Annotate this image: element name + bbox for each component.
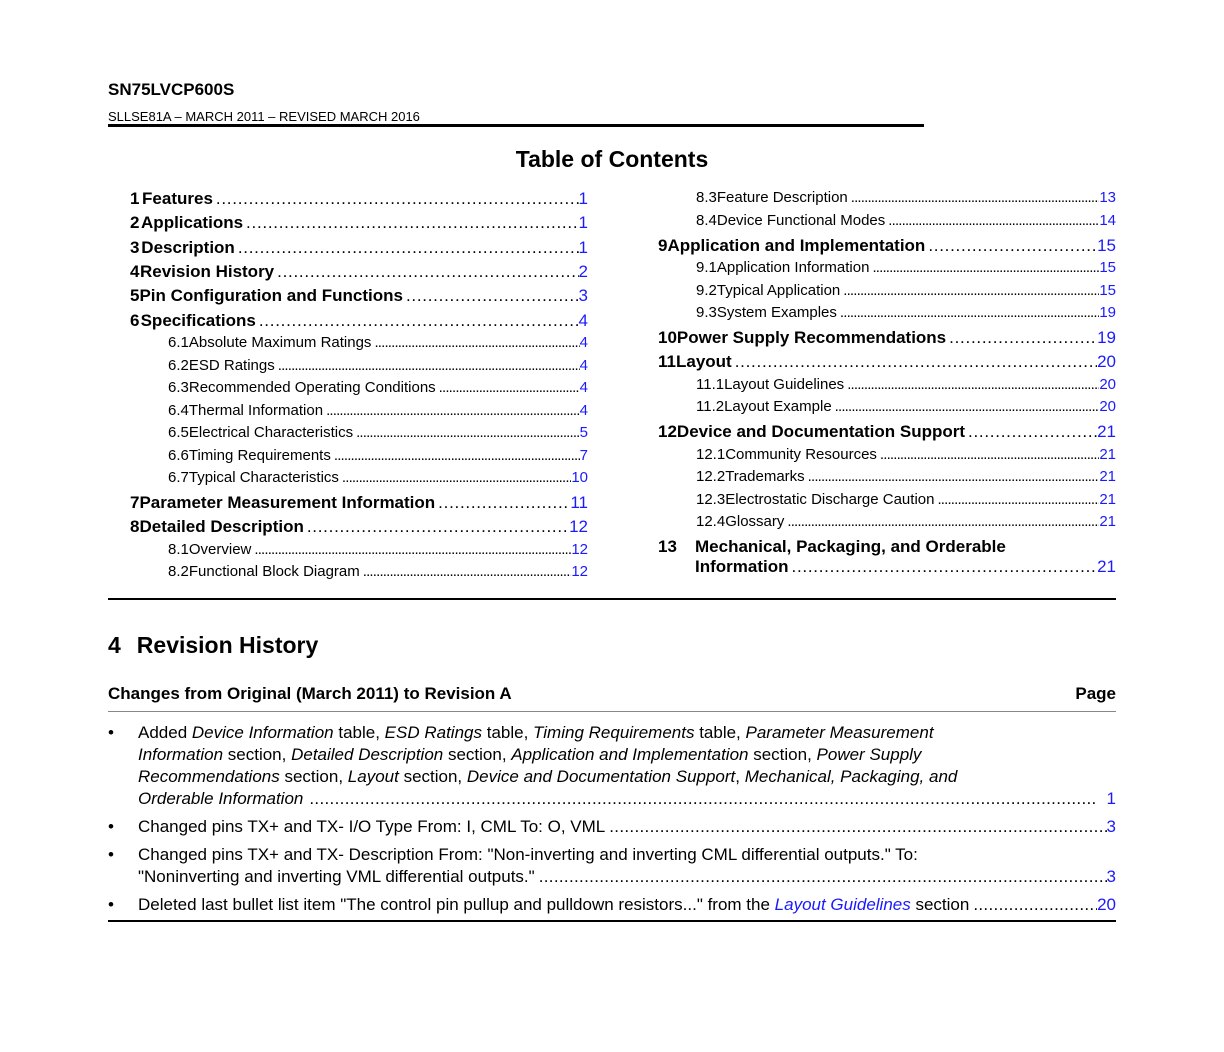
toc-entry-label: Timing Requirements xyxy=(188,446,331,464)
toc-entry-page[interactable]: 12 xyxy=(571,540,588,558)
toc-entry-number: 9.2 xyxy=(696,281,717,299)
toc-entry-label: Device and Documentation Support xyxy=(676,422,966,442)
dot-leader xyxy=(251,541,571,558)
dot-leader xyxy=(304,517,569,537)
dot-leader xyxy=(789,557,1098,577)
toc-entry-label: Description xyxy=(141,237,235,257)
toc-entry-label: Typical Characteristics xyxy=(188,469,339,486)
toc-entry[interactable] xyxy=(130,262,588,284)
toc-entry-number: 12 xyxy=(658,422,677,442)
toc-entry-number: 12.3 xyxy=(696,490,726,508)
toc-entry[interactable] xyxy=(658,236,1116,258)
toc-entry[interactable] xyxy=(130,517,588,539)
dot-leader xyxy=(946,328,1097,348)
toc-entry-page[interactable]: 11 xyxy=(570,493,588,512)
toc-entry[interactable] xyxy=(658,328,1116,350)
toc-entry-number: 8.1 xyxy=(168,540,189,558)
change-item xyxy=(108,816,1116,838)
toc-entry-label: Specifications xyxy=(140,310,256,330)
toc-entry[interactable] xyxy=(696,376,1116,396)
toc-entry-number: 5 xyxy=(130,286,140,306)
bullet-marker: • xyxy=(108,723,114,742)
toc-entry[interactable] xyxy=(130,311,588,333)
toc-entry-page[interactable]: 15 xyxy=(1097,235,1116,255)
toc-entry-number: 10 xyxy=(658,328,677,347)
toc-entry-number: 8.3 xyxy=(696,189,717,206)
toc-entry-number: 6.5 xyxy=(168,424,189,441)
toc-entry[interactable] xyxy=(695,557,1116,579)
toc-entry[interactable] xyxy=(696,446,1116,466)
toc-entry-number: 13 xyxy=(658,537,677,557)
toc-entry-label: Functional Block Diagram xyxy=(188,563,360,581)
toc-entry-page[interactable]: 21 xyxy=(1097,422,1116,442)
toc-entry-page[interactable]: 19 xyxy=(1097,328,1116,347)
toc-entry[interactable] xyxy=(168,334,588,354)
toc-entry-number: 6.2 xyxy=(168,356,189,374)
toc-entry-page[interactable]: 13 xyxy=(1099,189,1116,206)
dot-leader xyxy=(885,212,1099,229)
toc-entry-page[interactable]: 20 xyxy=(1099,398,1116,416)
toc-entry-label: Electrical Characteristics xyxy=(188,424,354,441)
toc-entry-page[interactable]: 15 xyxy=(1099,259,1116,276)
change-text-line-2: "Noninverting and inverting VML differential outputs." xyxy=(138,867,535,886)
dot-leader xyxy=(965,422,1097,442)
dot-leader xyxy=(435,493,570,513)
dot-leader xyxy=(784,513,1099,530)
toc-entry[interactable] xyxy=(168,541,588,561)
dot-leader xyxy=(275,357,580,374)
change-text: Changed pins TX+ and TX- I/O Type From: I, CML To: O, VML xyxy=(138,817,606,836)
toc-entry-page[interactable]: 14 xyxy=(1099,211,1116,229)
bottom-divider xyxy=(108,920,1116,922)
toc-entry-label: Overview xyxy=(188,540,252,558)
change-page-link[interactable]: 20 xyxy=(1097,895,1116,914)
change-page-link[interactable]: 1 xyxy=(1106,789,1116,808)
toc-entry[interactable] xyxy=(658,537,1006,559)
toc-entry-number: 2 xyxy=(130,213,140,233)
toc-entry-page[interactable]: 1 xyxy=(578,237,588,257)
toc-entry[interactable] xyxy=(168,447,588,467)
toc-entry-label: Typical Application xyxy=(716,281,841,299)
toc-entry[interactable] xyxy=(130,493,588,515)
changes-divider xyxy=(108,711,1116,712)
bullet-marker: • xyxy=(108,817,114,836)
toc-entry-page[interactable]: 21 xyxy=(1099,490,1116,508)
dot-leader xyxy=(877,446,1099,463)
toc-entry-number: 6.3 xyxy=(168,379,189,396)
toc-entry-page[interactable]: 19 xyxy=(1099,304,1116,321)
toc-entry-label: Applications xyxy=(141,213,244,233)
toc-title: Table of Contents xyxy=(515,146,709,172)
toc-entry[interactable] xyxy=(696,282,1116,302)
toc-entry[interactable] xyxy=(130,238,588,260)
toc-entry[interactable] xyxy=(696,398,1116,418)
toc-entry-label: Layout xyxy=(675,352,732,372)
toc-entry-label: Revision History xyxy=(139,261,275,281)
toc-entry-page[interactable]: 20 xyxy=(1097,352,1116,372)
toc-entry[interactable] xyxy=(168,563,588,583)
toc-entry-page[interactable]: 21 xyxy=(1099,468,1116,486)
change-text: Added Device Information table, ESD Ratings table, Timing Requirements table, Parameter Measurement Information section, Detailed Description section, Application and Implementation section, Power Supply Recommendations section, Layout section, Device and Documentation Support, Mechanical, Packaging, and Orderable Information xyxy=(138,723,958,808)
toc-entry-number: 6.4 xyxy=(168,401,189,419)
toc-entry-label: Trademarks xyxy=(725,468,805,486)
toc-entry-number: 11.1 xyxy=(696,375,725,393)
dot-leader xyxy=(969,894,1097,916)
toc-entry-number: 9.1 xyxy=(696,259,717,276)
toc-entry-number: 8.2 xyxy=(168,563,189,581)
toc-entry-label: Pin Configuration and Functions xyxy=(139,286,403,306)
toc-entry[interactable] xyxy=(658,352,1116,374)
toc-entry-label: Feature Description xyxy=(716,189,848,206)
toc-entry-label: Layout Example xyxy=(724,398,832,416)
toc-entry-number: 11.2 xyxy=(696,398,725,416)
header-divider xyxy=(108,124,924,127)
dot-leader xyxy=(934,491,1099,508)
toc-entry[interactable] xyxy=(696,259,1116,279)
toc-entry-number: 6.1 xyxy=(168,334,189,351)
dot-leader xyxy=(403,286,579,306)
dot-leader xyxy=(371,334,579,351)
toc-entry-number: 11 xyxy=(658,352,676,372)
toc-entry-label: Community Resources xyxy=(725,445,877,463)
toc-entry-label: Power Supply Recommendations xyxy=(676,328,947,347)
toc-entry[interactable] xyxy=(168,357,588,377)
toc-entry-page[interactable]: 12 xyxy=(569,517,588,537)
dot-leader xyxy=(360,563,572,580)
toc-entry[interactable] xyxy=(696,513,1116,533)
toc-entry-page[interactable]: 4 xyxy=(578,310,588,330)
toc-entry-page[interactable]: 7 xyxy=(579,446,588,464)
document-number-line: SLLSE81A – MARCH 2011 – REVISED MARCH 2016 xyxy=(108,109,420,124)
toc-entry-page[interactable]: 1 xyxy=(578,189,588,208)
toc-entry-number: 9.3 xyxy=(696,304,717,321)
toc-entry[interactable] xyxy=(696,304,1116,324)
change-item xyxy=(108,894,1116,916)
toc-entry-label: System Examples xyxy=(716,304,837,321)
toc-entry-label: Detailed Description xyxy=(139,517,304,537)
change-text-line-1: Changed pins TX+ and TX- Description From: "Non-inverting and inverting CML differential outputs." To: xyxy=(138,845,918,864)
toc-entry-page[interactable]: 15 xyxy=(1099,281,1116,299)
changes-heading: Changes from Original (March 2011) to Revision A xyxy=(108,684,512,703)
change-page-link[interactable]: 3 xyxy=(1106,867,1116,886)
toc-entry-page[interactable]: 2 xyxy=(578,261,588,281)
toc-entry-number: 8 xyxy=(130,517,140,537)
toc-divider xyxy=(108,598,1116,600)
toc-entry-label: Mechanical, Packaging, and Orderable xyxy=(695,537,1006,557)
toc-entry-page[interactable]: 5 xyxy=(579,424,588,441)
dot-leader xyxy=(305,788,1102,810)
toc-entry[interactable] xyxy=(130,189,588,211)
dot-leader xyxy=(436,379,580,396)
changes-header xyxy=(108,684,1116,704)
toc-entry-number: 6.7 xyxy=(168,469,189,486)
section-title: Revision History xyxy=(136,632,319,658)
toc-entry[interactable] xyxy=(696,212,1116,232)
dot-leader xyxy=(848,189,1100,206)
section-heading-revision-history xyxy=(108,632,318,659)
toc-entry[interactable] xyxy=(696,468,1116,488)
toc-entry-label: Parameter Measurement Information xyxy=(139,493,436,512)
toc-entry-number: 12.4 xyxy=(696,513,726,531)
change-text: Deleted last bullet list item "The control pin pullup and pulldown resistors..." from the Layout Guidelines section xyxy=(138,895,970,914)
toc-entry-page[interactable]: 12 xyxy=(571,563,588,581)
dot-leader xyxy=(331,447,580,464)
toc-entry-page[interactable]: 21 xyxy=(1099,445,1116,463)
toc-entry-page[interactable]: 10 xyxy=(571,469,588,486)
toc-entry-label: Absolute Maximum Ratings xyxy=(188,334,372,351)
toc-entry-label: Device Functional Modes xyxy=(716,211,886,229)
toc-entry-page[interactable]: 21 xyxy=(1097,557,1116,577)
toc-entry-page[interactable]: 21 xyxy=(1099,513,1116,531)
dot-leader xyxy=(869,259,1099,276)
toc-entry-page[interactable]: 20 xyxy=(1099,375,1116,393)
toc-entry-page[interactable]: 4 xyxy=(579,379,588,396)
toc-entry-number: 7 xyxy=(130,493,140,512)
change-item xyxy=(108,844,1116,888)
toc-entry-number: 8.4 xyxy=(696,211,717,229)
toc-entry-number: 3 xyxy=(130,237,140,257)
toc-entry-label-continued: Information xyxy=(695,557,789,577)
toc-entry-label: ESD Ratings xyxy=(188,356,275,374)
dot-leader xyxy=(837,304,1099,321)
toc-entry-number: 6 xyxy=(130,310,140,330)
toc-entry-number: 12.1 xyxy=(696,445,726,463)
dot-leader xyxy=(353,424,580,441)
change-item xyxy=(108,722,1116,810)
dot-leader xyxy=(535,866,1107,888)
page-column-heading: Page xyxy=(1075,684,1116,703)
dot-leader xyxy=(840,282,1099,299)
dot-leader xyxy=(274,262,578,282)
toc-entry-label: Application and Implementation xyxy=(667,235,926,255)
section-number: 4 xyxy=(108,632,121,658)
dot-leader xyxy=(844,376,1099,393)
toc-entry-label: Electrostatic Discharge Caution xyxy=(725,490,935,508)
dot-leader xyxy=(256,311,579,331)
layout-guidelines-link[interactable]: Layout Guidelines xyxy=(774,895,911,914)
toc-entry-label: Features xyxy=(142,189,213,208)
toc-entry-number: 4 xyxy=(130,261,140,281)
toc-entry[interactable] xyxy=(658,422,1116,444)
toc-entry-label: Thermal Information xyxy=(188,401,324,419)
toc-entry[interactable] xyxy=(696,189,1116,209)
dot-leader xyxy=(243,213,578,233)
toc-entry-label: Recommended Operating Conditions xyxy=(188,379,436,396)
toc-entry-label: Application Information xyxy=(716,259,870,276)
dot-leader xyxy=(832,398,1100,415)
toc-entry[interactable] xyxy=(168,402,588,422)
toc-entry[interactable] xyxy=(130,213,588,235)
dot-leader xyxy=(213,189,579,209)
dot-leader xyxy=(323,402,580,419)
toc-entry-page[interactable]: 4 xyxy=(579,356,588,374)
toc-entry-page[interactable]: 4 xyxy=(579,334,588,351)
toc-entry[interactable] xyxy=(696,491,1116,511)
dot-leader xyxy=(805,468,1100,485)
toc-entry-number: 12.2 xyxy=(696,468,726,486)
toc-entry-label: Glossary xyxy=(725,513,785,531)
toc-entry[interactable] xyxy=(168,424,588,444)
bullet-marker: • xyxy=(108,845,114,864)
change-page-link[interactable]: 3 xyxy=(1106,817,1116,836)
toc-entry-label: Layout Guidelines xyxy=(724,375,845,393)
dot-leader xyxy=(925,236,1097,256)
toc-entry[interactable] xyxy=(168,379,588,399)
toc-entry-number: 9 xyxy=(658,235,668,255)
part-number: SN75LVCP600S xyxy=(108,80,235,99)
bullet-marker: • xyxy=(108,895,114,914)
dot-leader xyxy=(732,352,1097,372)
toc-entry-number: 6.6 xyxy=(168,446,189,464)
toc-entry-number: 1 xyxy=(130,189,140,208)
toc-entry[interactable] xyxy=(130,286,588,308)
toc-entry-page[interactable]: 4 xyxy=(579,401,588,419)
dot-leader xyxy=(605,816,1106,838)
toc-entry-page[interactable]: 1 xyxy=(578,213,588,233)
dot-leader xyxy=(235,238,579,258)
dot-leader xyxy=(339,469,571,486)
toc-entry[interactable] xyxy=(168,469,588,489)
toc-entry-page[interactable]: 3 xyxy=(578,286,588,306)
